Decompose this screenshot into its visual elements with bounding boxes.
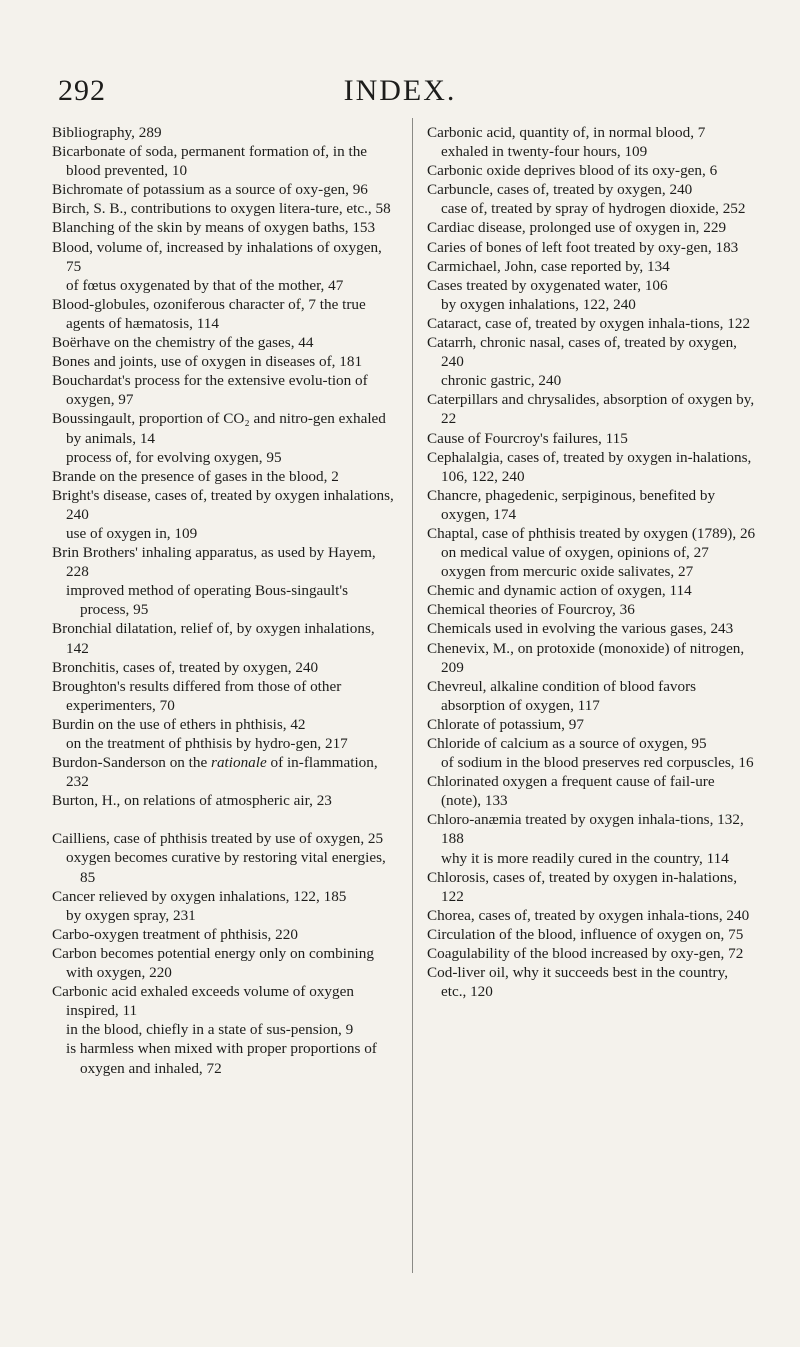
index-entry: Chenevix, M., on protoxide (monoxide) of nitrogen, 209 <box>427 639 745 676</box>
index-subentry: in the blood, chiefly in a state of sus-pension, 9 <box>66 1021 354 1039</box>
index-subentry: why it is more readily cured in the country, 114 <box>441 849 729 867</box>
index-subentry: exhaled in twenty-four hours, 109 <box>441 143 648 161</box>
index-subentry: by oxygen inhalations, 122, 240 <box>441 295 636 313</box>
index-entry: Burdon-Sanderson on the rationale of in-flammation, 232 <box>52 754 378 791</box>
index-subentry: improved method of operating Bous-singault's process, 95 <box>66 582 348 619</box>
index-subentry: of sodium in the blood preserves red corpuscles, 16 <box>441 754 754 772</box>
index-subentry: use of oxygen in, 109 <box>66 524 198 542</box>
index-entry: Chlorinated oxygen a frequent cause of fail-ure (note), 133 <box>427 773 715 810</box>
index-entry: Carbo-oxygen treatment of phthisis, 220 <box>52 925 298 943</box>
index-subentry: chronic gastric, 240 <box>441 372 562 390</box>
index-entry: Carbonic acid exhaled exceeds volume of oxygen inspired, 11 <box>52 983 354 1020</box>
index-entry: Cause of Fourcroy's failures, 115 <box>427 429 628 447</box>
index-entry: Chaptal, case of phthisis treated by oxygen (1789), 26 <box>427 524 756 542</box>
index-entry: Burton, H., on relations of atmospheric air, 23 <box>52 792 332 810</box>
index-entry: Bronchitis, cases of, treated by oxygen, 240 <box>52 658 319 676</box>
index-entry: Chloride of calcium as a source of oxygen, 95 <box>427 735 707 752</box>
index-entry: Cod-liver oil, why it succeeds best in the country, etc., 120 <box>427 964 729 1001</box>
index-entry: Chloro-anæmia treated by oxygen inhala-tions, 132, 188 <box>427 811 744 848</box>
index-subentry: by oxygen spray, 231 <box>66 906 196 924</box>
column-divider <box>412 118 413 1273</box>
index-entry: Chlorate of potassium, 97 <box>427 715 584 733</box>
index-column-right <box>427 123 757 1001</box>
index-subentry: on the treatment of phthisis by hydro-gen, 217 <box>66 735 348 752</box>
index-entry: Broughton's results differed from those of other experimenters, 70 <box>52 677 342 714</box>
index-entry: Cephalalgia, cases of, treated by oxygen in-halations, 106, 122, 240 <box>427 448 752 485</box>
index-entry: Caterpillars and chrysalides, absorption of oxygen by, 22 <box>427 391 755 428</box>
index-subentry: process of, for evolving oxygen, 95 <box>66 448 282 466</box>
index-entry: Chemic and dynamic action of oxygen, 114 <box>427 582 692 600</box>
index-entry: Blanching of the skin by means of oxygen baths, 153 <box>52 219 376 237</box>
index-entry: Carbuncle, cases of, treated by oxygen, 240 <box>427 181 693 199</box>
index-entry: Birch, S. B., contributions to oxygen litera-ture, etc., 58 <box>52 200 391 218</box>
page-number: 292 <box>58 74 106 107</box>
index-entry: Chlorosis, cases of, treated by oxygen in-halations, 122 <box>427 868 738 905</box>
index-entry: Carbonic oxide deprives blood of its oxy-gen, 6 <box>427 162 718 180</box>
index-entry: Bicarbonate of soda, permanent formation of, in the blood prevented, 10 <box>52 143 368 180</box>
index-entry: Burdin on the use of ethers in phthisis, 42 <box>52 715 306 733</box>
index-entry: Circulation of the blood, influence of oxygen on, 75 <box>427 925 744 943</box>
index-entry: Chemicals used in evolving the various gases, 243 <box>427 620 734 638</box>
index-subentry: of fœtus oxygenated by that of the mother, 47 <box>66 276 344 294</box>
index-entry: Brande on the presence of gases in the blood, 2 <box>52 467 339 485</box>
index-subentry: oxygen from mercuric oxide salivates, 27 <box>441 563 694 581</box>
index-entry: Cancer relieved by oxygen inhalations, 122, 185 <box>52 887 347 905</box>
index-subentry: case of, treated by spray of hydrogen dioxide, 252 <box>441 200 746 218</box>
index-entry: Bichromate of potassium as a source of oxy-gen, 96 <box>52 181 368 199</box>
index-column-left <box>52 123 397 1078</box>
index-entry: Cardiac disease, prolonged use of oxygen in, 229 <box>427 219 727 237</box>
index-entry: Blood, volume of, increased by inhalations of oxygen, 75 <box>52 238 382 275</box>
index-entry: Carbonic acid, quantity of, in normal blood, 7 <box>427 124 706 141</box>
index-entry: Bronchial dilatation, relief of, by oxygen inhalations, 142 <box>52 620 375 657</box>
index-entry: Chancre, phagedenic, serpiginous, benefited by oxygen, 174 <box>427 486 716 523</box>
running-title: INDEX. <box>343 74 457 107</box>
index-entry: Catarrh, chronic nasal, cases of, treated by oxygen, 240 <box>427 334 737 371</box>
index-subentry: oxygen becomes curative by restoring vital energies, 85 <box>66 849 386 886</box>
index-entry: Brin Brothers' inhaling apparatus, as used by Hayem, 228 <box>52 544 376 581</box>
index-entry: Chevreul, alkaline condition of blood favors absorption of oxygen, 117 <box>427 677 697 714</box>
index-entry: Caries of bones of left foot treated by oxy-gen, 183 <box>427 238 739 256</box>
index-entry: Bones and joints, use of oxygen in diseases of, 181 <box>52 353 363 371</box>
index-entry: Cataract, case of, treated by oxygen inhala-tions, 122 <box>427 314 751 332</box>
index-entry: Boussingault, proportion of CO₂ and nitro-gen exhaled by animals, 14 <box>52 410 386 447</box>
index-entry: Chorea, cases of, treated by oxygen inhala-tions, 240 <box>427 906 750 924</box>
index-entry: Bright's disease, cases of, treated by oxygen inhalations, 240 <box>52 486 394 523</box>
index-entry: Boërhave on the chemistry of the gases, 44 <box>52 334 314 352</box>
index-subentry: is harmless when mixed with proper proportions of oxygen and inhaled, 72 <box>66 1040 377 1077</box>
index-entry: Cailliens, case of phthisis treated by use of oxygen, 25 <box>52 830 384 848</box>
index-entry: Carbon becomes potential energy only on combining with oxygen, 220 <box>52 944 374 982</box>
index-entry: Carmichael, John, case reported by, 134 <box>427 257 670 275</box>
index-subentry: on medical value of oxygen, opinions of, 27 <box>441 544 709 562</box>
index-entry: Bouchardat's process for the extensive evolu-tion of oxygen, 97 <box>52 372 368 409</box>
page-header <box>58 74 742 114</box>
index-entry: Cases treated by oxygenated water, 106 <box>427 276 668 294</box>
index-entry: Bibliography, 289 <box>52 124 162 141</box>
index-entry: Chemical theories of Fourcroy, 36 <box>427 601 635 619</box>
index-entry: Blood-globules, ozoniferous character of, 7 the true agents of hæmatosis, 114 <box>52 295 366 332</box>
index-entry: Coagulability of the blood increased by oxy-gen, 72 <box>427 945 744 963</box>
